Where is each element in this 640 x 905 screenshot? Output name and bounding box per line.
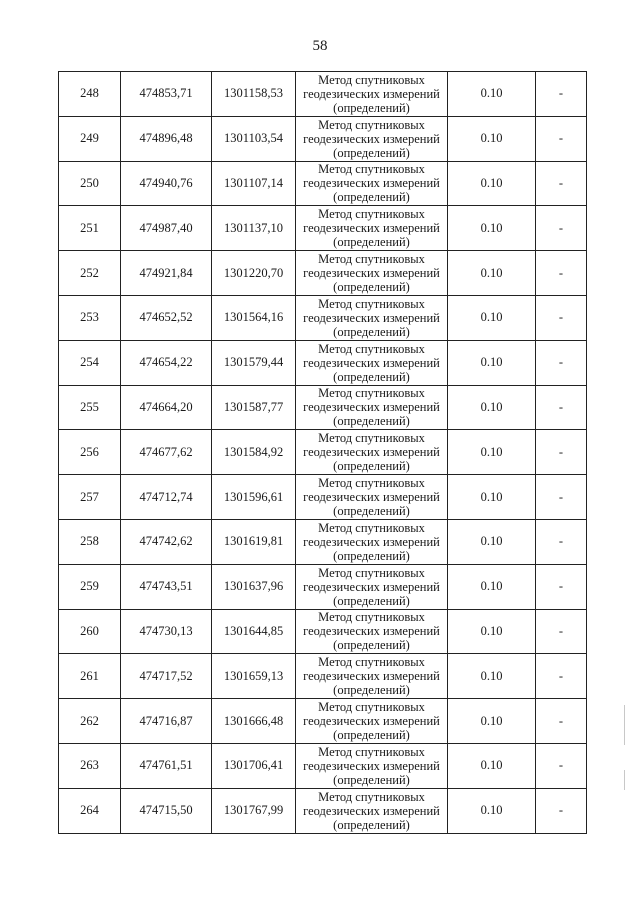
accuracy-cell: 0.10 [448, 251, 536, 296]
table-row [59, 654, 587, 699]
method-cell [296, 251, 448, 296]
accuracy-cell: 0.10 [448, 475, 536, 520]
accuracy-cell: 0.10 [448, 609, 536, 654]
point-number-cell: 256 [59, 430, 121, 475]
scan-edge-mark [624, 705, 625, 745]
point-number-cell: 262 [59, 699, 121, 744]
description-cell: - [536, 788, 587, 833]
method-line: Метод спутниковых [318, 476, 425, 491]
method-cell [296, 116, 448, 161]
coordinate-x-cell: 474652,52 [121, 295, 212, 340]
description-cell: - [536, 609, 587, 654]
table-row [59, 519, 587, 564]
accuracy-cell: 0.10 [448, 699, 536, 744]
method-line: (определений) [333, 504, 410, 519]
method-line: геодезических измерений [303, 534, 440, 549]
point-number-cell: 249 [59, 116, 121, 161]
method-line: (определений) [333, 190, 410, 205]
description-cell: - [536, 340, 587, 385]
coordinate-y-cell: 1301137,10 [212, 206, 296, 251]
coordinate-x-cell: 474716,87 [121, 699, 212, 744]
accuracy-cell: 0.10 [448, 116, 536, 161]
table-row [59, 161, 587, 206]
coordinate-x-cell: 474730,13 [121, 609, 212, 654]
coordinates-table [58, 71, 587, 834]
method-line: геодезических измерений [303, 355, 440, 370]
method-line: геодезических измерений [303, 310, 440, 325]
description-cell: - [536, 385, 587, 430]
coordinate-y-cell: 1301637,96 [212, 564, 296, 609]
table-row [59, 340, 587, 385]
accuracy-cell: 0.10 [448, 295, 536, 340]
coordinate-y-cell: 1301579,44 [212, 340, 296, 385]
accuracy-cell: 0.10 [448, 206, 536, 251]
method-line: Метод спутниковых [318, 341, 425, 356]
method-line: геодезических измерений [303, 758, 440, 773]
accuracy-cell: 0.10 [448, 788, 536, 833]
method-line: Метод спутниковых [318, 520, 425, 535]
method-line: Метод спутниковых [318, 565, 425, 580]
coordinate-y-cell: 1301666,48 [212, 699, 296, 744]
method-line: (определений) [333, 548, 410, 563]
accuracy-cell: 0.10 [448, 340, 536, 385]
method-line: геодезических измерений [303, 445, 440, 460]
method-line: геодезических измерений [303, 266, 440, 281]
method-line: геодезических измерений [303, 86, 440, 101]
method-line: Метод спутниковых [318, 655, 425, 670]
method-cell [296, 385, 448, 430]
method-line: (определений) [333, 414, 410, 429]
method-line: (определений) [333, 369, 410, 384]
method-line: Метод спутниковых [318, 431, 425, 446]
method-cell [296, 161, 448, 206]
description-cell: - [536, 72, 587, 117]
point-number-cell: 251 [59, 206, 121, 251]
method-line: (определений) [333, 683, 410, 698]
method-cell [296, 609, 448, 654]
accuracy-cell: 0.10 [448, 72, 536, 117]
method-cell [296, 430, 448, 475]
method-line: (определений) [333, 728, 410, 743]
table-row [59, 788, 587, 833]
method-cell [296, 654, 448, 699]
description-cell: - [536, 295, 587, 340]
description-cell: - [536, 699, 587, 744]
point-number-cell: 250 [59, 161, 121, 206]
method-line: геодезических измерений [303, 490, 440, 505]
coordinate-x-cell: 474664,20 [121, 385, 212, 430]
description-cell: - [536, 743, 587, 788]
table-row [59, 385, 587, 430]
accuracy-cell: 0.10 [448, 430, 536, 475]
table-row [59, 295, 587, 340]
coordinate-x-cell: 474743,51 [121, 564, 212, 609]
method-line: геодезических измерений [303, 803, 440, 818]
method-line: (определений) [333, 638, 410, 653]
point-number-cell: 252 [59, 251, 121, 296]
method-cell [296, 72, 448, 117]
point-number-cell: 260 [59, 609, 121, 654]
method-cell [296, 699, 448, 744]
method-cell [296, 206, 448, 251]
method-cell [296, 340, 448, 385]
coordinate-y-cell: 1301659,13 [212, 654, 296, 699]
accuracy-cell: 0.10 [448, 519, 536, 564]
point-number-cell: 248 [59, 72, 121, 117]
method-line: Метод спутниковых [318, 744, 425, 759]
method-line: Метод спутниковых [318, 162, 425, 177]
point-number-cell: 259 [59, 564, 121, 609]
method-line: геодезических измерений [303, 714, 440, 729]
description-cell: - [536, 206, 587, 251]
method-cell [296, 295, 448, 340]
coordinate-x-cell: 474715,50 [121, 788, 212, 833]
table-row [59, 699, 587, 744]
point-number-cell: 264 [59, 788, 121, 833]
method-line: (определений) [333, 593, 410, 608]
method-cell [296, 475, 448, 520]
table-row [59, 743, 587, 788]
point-number-cell: 261 [59, 654, 121, 699]
table-row [59, 72, 587, 117]
table-row [59, 116, 587, 161]
method-cell [296, 743, 448, 788]
method-line: (определений) [333, 817, 410, 832]
scan-edge-mark [624, 770, 625, 790]
description-cell: - [536, 475, 587, 520]
method-line: (определений) [333, 459, 410, 474]
method-line: Метод спутниковых [318, 386, 425, 401]
description-cell: - [536, 161, 587, 206]
coordinates-table-body [59, 72, 587, 834]
coordinate-y-cell: 1301220,70 [212, 251, 296, 296]
coordinate-y-cell: 1301103,54 [212, 116, 296, 161]
coordinate-x-cell: 474940,76 [121, 161, 212, 206]
coordinate-x-cell: 474742,62 [121, 519, 212, 564]
coordinate-y-cell: 1301767,99 [212, 788, 296, 833]
accuracy-cell: 0.10 [448, 564, 536, 609]
coordinate-x-cell: 474987,40 [121, 206, 212, 251]
coordinate-x-cell: 474654,22 [121, 340, 212, 385]
method-line: Метод спутниковых [318, 207, 425, 222]
coordinate-y-cell: 1301619,81 [212, 519, 296, 564]
method-line: (определений) [333, 280, 410, 295]
accuracy-cell: 0.10 [448, 743, 536, 788]
method-cell [296, 564, 448, 609]
description-cell: - [536, 430, 587, 475]
method-line: (определений) [333, 235, 410, 250]
method-line: геодезических измерений [303, 624, 440, 639]
coordinate-y-cell: 1301644,85 [212, 609, 296, 654]
method-line: (определений) [333, 772, 410, 787]
accuracy-cell: 0.10 [448, 654, 536, 699]
coordinate-x-cell: 474921,84 [121, 251, 212, 296]
method-line: геодезических измерений [303, 669, 440, 684]
coordinate-y-cell: 1301587,77 [212, 385, 296, 430]
point-number-cell: 258 [59, 519, 121, 564]
method-line: геодезических измерений [303, 579, 440, 594]
point-number-cell: 253 [59, 295, 121, 340]
table-row [59, 564, 587, 609]
coordinate-y-cell: 1301564,16 [212, 295, 296, 340]
method-line: Метод спутниковых [318, 789, 425, 804]
method-line: Метод спутниковых [318, 117, 425, 132]
method-cell [296, 519, 448, 564]
page-number: 58 [312, 38, 328, 54]
coordinate-x-cell: 474761,51 [121, 743, 212, 788]
table-row [59, 609, 587, 654]
method-line: Метод спутниковых [318, 296, 425, 311]
coordinate-x-cell: 474896,48 [121, 116, 212, 161]
point-number-cell: 263 [59, 743, 121, 788]
method-line: геодезических измерений [303, 221, 440, 236]
coordinate-y-cell: 1301706,41 [212, 743, 296, 788]
table-row [59, 206, 587, 251]
method-line: Метод спутниковых [318, 252, 425, 267]
method-cell [296, 788, 448, 833]
accuracy-cell: 0.10 [448, 161, 536, 206]
coordinate-x-cell: 474677,62 [121, 430, 212, 475]
description-cell: - [536, 251, 587, 296]
description-cell: - [536, 116, 587, 161]
method-line: геодезических измерений [303, 400, 440, 415]
coordinate-x-cell: 474717,52 [121, 654, 212, 699]
method-line: Метод спутниковых [318, 700, 425, 715]
point-number-cell: 257 [59, 475, 121, 520]
table-row [59, 430, 587, 475]
coordinate-y-cell: 1301107,14 [212, 161, 296, 206]
method-line: (определений) [333, 145, 410, 160]
description-cell: - [536, 564, 587, 609]
table-row [59, 251, 587, 296]
method-line: геодезических измерений [303, 176, 440, 191]
accuracy-cell: 0.10 [448, 385, 536, 430]
description-cell: - [536, 654, 587, 699]
coordinate-y-cell: 1301158,53 [212, 72, 296, 117]
coordinate-x-cell: 474853,71 [121, 72, 212, 117]
point-number-cell: 255 [59, 385, 121, 430]
method-line: (определений) [333, 324, 410, 339]
coordinate-y-cell: 1301596,61 [212, 475, 296, 520]
description-cell: - [536, 519, 587, 564]
coordinate-y-cell: 1301584,92 [212, 430, 296, 475]
method-line: Метод спутниковых [318, 610, 425, 625]
method-line: геодезических измерений [303, 131, 440, 146]
method-line: (определений) [333, 100, 410, 115]
method-line: Метод спутниковых [318, 72, 425, 87]
point-number-cell: 254 [59, 340, 121, 385]
table-row [59, 475, 587, 520]
coordinate-x-cell: 474712,74 [121, 475, 212, 520]
